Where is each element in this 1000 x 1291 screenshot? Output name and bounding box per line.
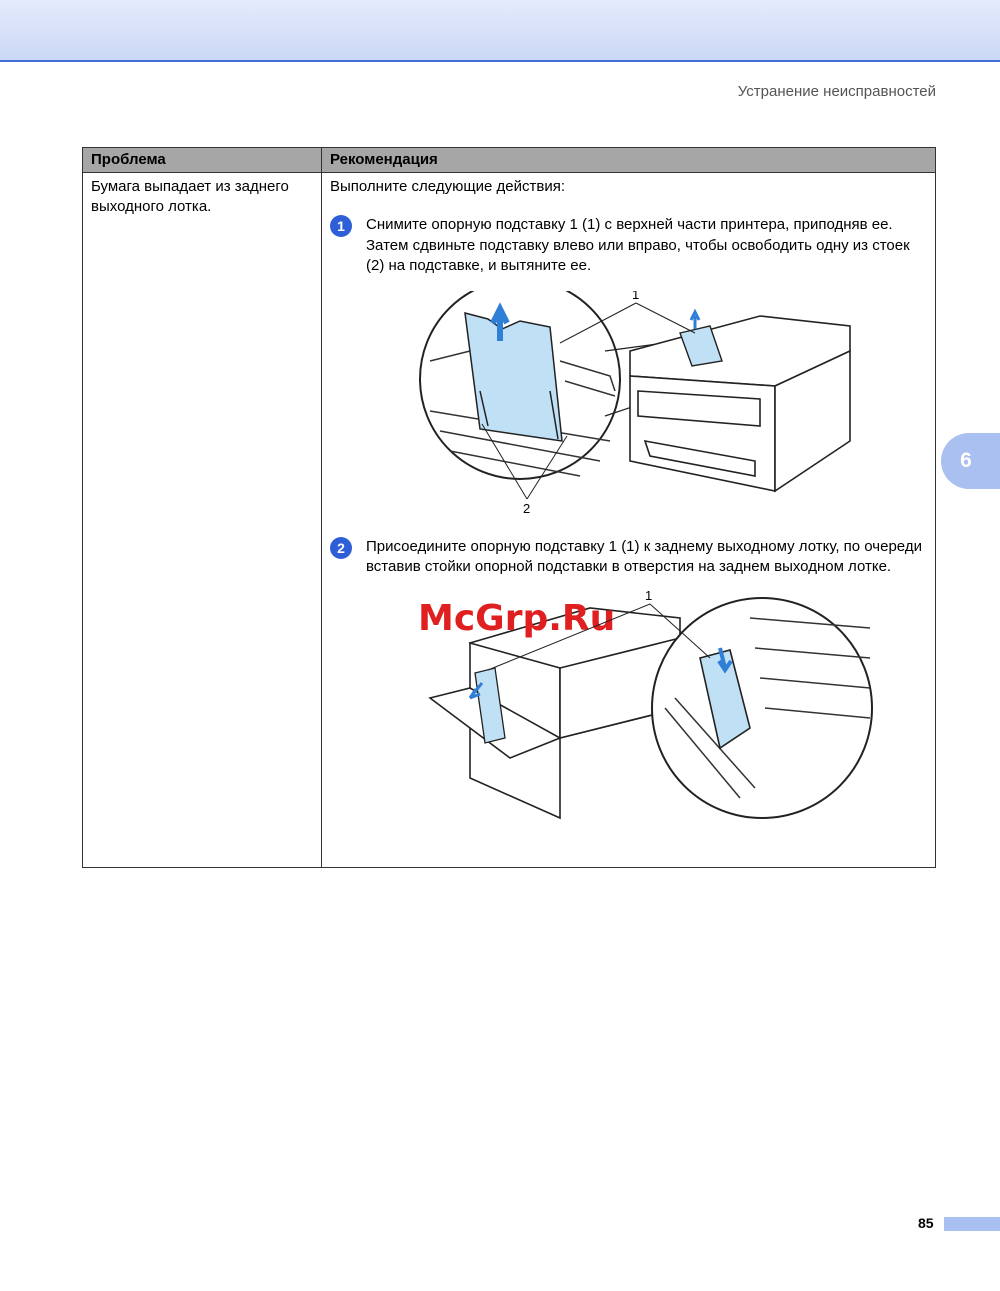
step-2 <box>330 537 927 578</box>
troubleshooting-table <box>82 147 936 868</box>
callout-2: 2 <box>523 500 531 513</box>
callout-1-fig2: 1 <box>645 587 653 603</box>
printer-rear-body <box>430 608 680 818</box>
printer-illustration-2 <box>410 588 880 828</box>
printer-body <box>630 316 850 491</box>
column-header-problem: Проблема <box>83 148 322 173</box>
recommendation-cell <box>322 173 936 868</box>
figure-attach-support <box>410 588 927 828</box>
figure-remove-support <box>410 291 927 513</box>
step-1-line-2: Затем сдвиньте подставку влево или вправо, чтобы освободить одну из стоек (2) на подставке, и вытяните ее. <box>366 236 910 274</box>
watermark: McGrp.Ru <box>418 597 616 639</box>
small-up-arrow-icon <box>691 312 699 329</box>
running-header: Устранение неисправностей <box>737 83 936 100</box>
step-2-line-1: Присоедините опорную подставку 1 (1) к заднему выходному лотку, по очереди вставив стойки опорной подставки в отверстия на заднем выходном лотке. <box>366 537 922 575</box>
intro-text: Выполните следующие действия: <box>330 178 566 195</box>
problem-cell: Бумага выпадает из заднего выходного лотка. <box>83 173 322 868</box>
page-number-band <box>944 1217 1000 1231</box>
step-number-1: 1 <box>330 215 352 237</box>
step-1 <box>330 215 927 277</box>
chapter-tab <box>941 433 1000 489</box>
step-number-2: 2 <box>330 537 352 559</box>
step-1-line-1: Снимите опорную подставку 1 (1) с верхней части принтера, приподняв ее. <box>366 216 893 233</box>
callout-1: 1 <box>632 290 640 302</box>
table-header-row <box>83 148 936 173</box>
chapter-number: 6 <box>960 449 972 472</box>
printer-illustration-1 <box>410 291 890 513</box>
magnifier-circle-2 <box>652 598 872 818</box>
support-flap-magnified <box>465 313 562 441</box>
page-number: 85 <box>918 1215 934 1231</box>
top-color-band <box>0 0 1000 62</box>
column-header-recommendation: Рекомендация <box>322 148 936 173</box>
table-row <box>83 173 936 868</box>
